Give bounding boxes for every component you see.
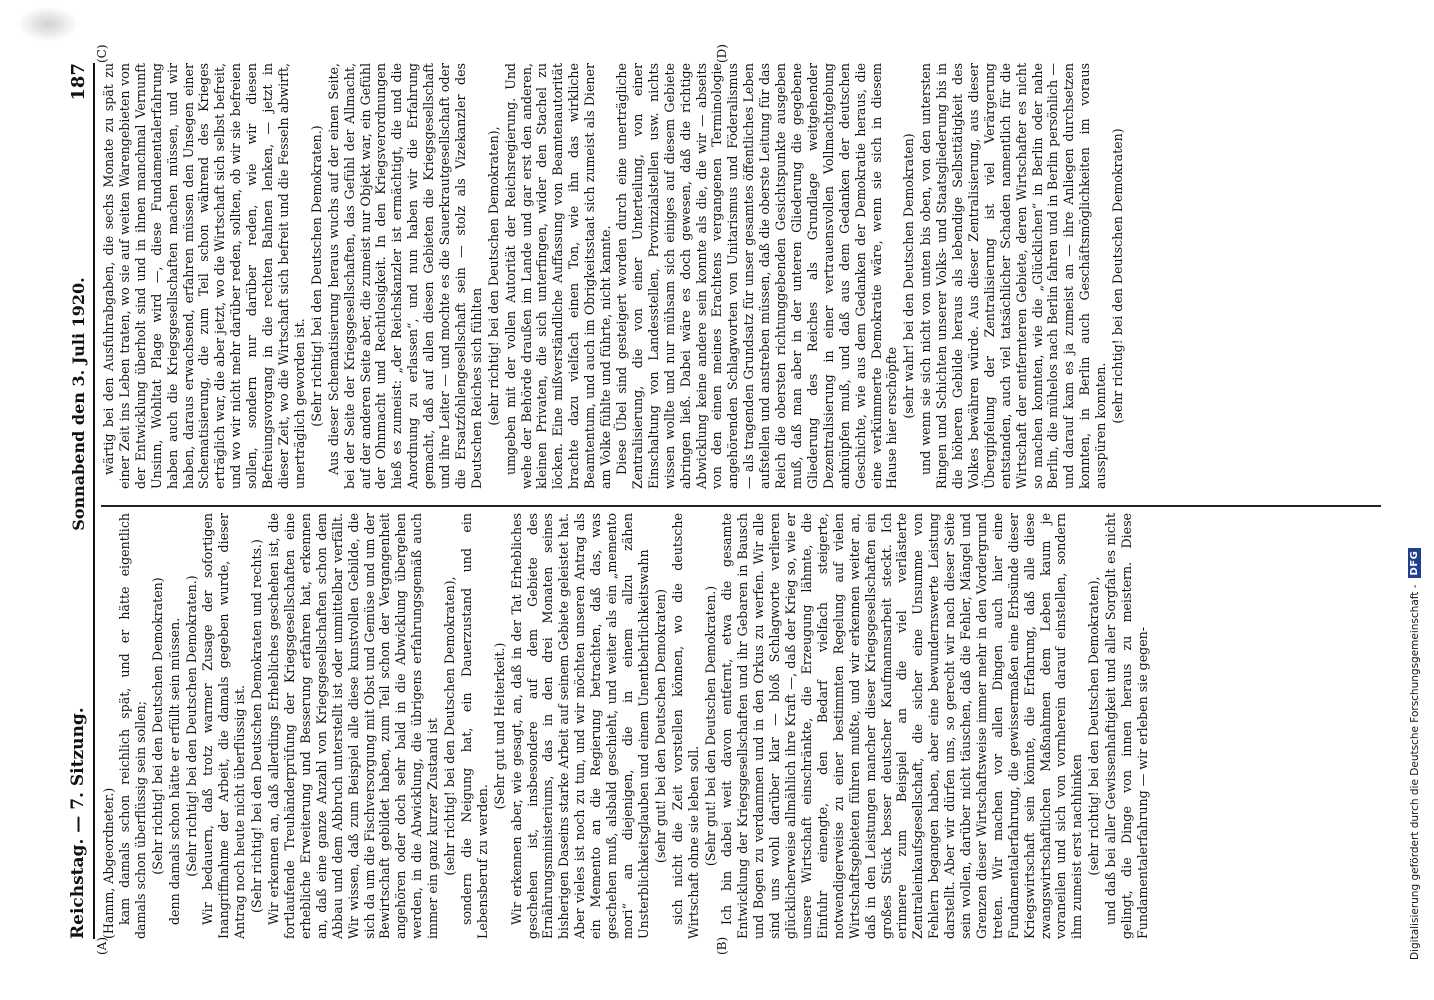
interjection: (Sehr richtig! bei den Deutschen Demokraten.) [183, 575, 199, 877]
digitization-credit [1408, 548, 1421, 960]
document-page [55, 44, 1395, 955]
margin-marker-d: (D) [715, 44, 729, 63]
paragraph: Wir erkennen an, daß allerdings Erhebliches geschehen ist, die fortlaufende Treuhänderprüfung der Kriegsgesellschaften eine erhebliche Erweiterung und Besserung erfahren hat, erkennen an, daß eine ganze Anzahl von Kriegsgesellschaften schon dem Abbau und dem Abbruch unterstellt ist oder unmittelbar verfällt. Wir wissen, daß zum Beispiel alle diese kunstvollen Gebilde, die sich da um die Fischversorgung mit Obst und Gemüse und um der Bewirtschaft gebildet haben, zum Teil schon der Vergangenheit angehören oder doch sehr bald in die Abwicklung übergehen werden, in die Abwicklung, die übrigens erfahrungsgemäß auch immer ein ganz kurzer Zustand ist [266, 513, 441, 939]
paragraph: Diese Übel sind gesteigert worden durch eine unerträgliche Zentralisierung, die von einer Unterteilung, von einer Einschaltung von Landesstellen, Provinzialstellen usw. nichts wissen wollte und nur mühsam sich einiges auf diesem Gebiete abringen ließ. Dabei wäre es doch gewesen, daß die richtige Abwicklung keine andere sein konnte als die, die wir — abseits von den einen meines Erachtens vergangenen Terminologie angehörenden Schlagworten von Unitarismus und Föderalismus — als tragenden Grundsatz für unser gesamtes öffentliches Leben aufstellen und anstreben müssen, daß die oberste Leitung für das Reich die obersten richtunggebenden Gesichtspunkte ausgeben muß, daß man aber in der unteren Gliederung die gegebene Gliederung des Reiches als Grundlage weitgehender Dezentralisierung in einer vertrauensvollen Vollmachtgebung anknüpfen muß, und daß aus dem Gedanken der deutschen Geschichte, wie aus dem Gedanken der Demokratie heraus, die eine verkümmerte Demokratie wäre, wenn sie sich in diesem Hause hier erschöpfte [614, 63, 900, 489]
paragraph: denn damals schon hätte er erfüllt sein müssen. [166, 617, 182, 925]
paragraph: und wenn sie sich nicht von unten bis oben, von den untersten Ringen und Schichten unserer Volks- und Staatsgliederung bis in die höheren Gebilde heraus als lebendige Selbsttätigkeit des Volkes bewähren würde. Aus dieser Zentralisierung, aus dieser Übergipfelung der Zentralisierung ist viel Verärgerung entstanden, auch viel tatsächlicher Schaden namentlich für die Wirtschaft der entfernteren Gebiete, deren Wirtschafter es nicht so machen konnten, wie die „Glücklichen“ in Berlin oder nahe Berlin, die mühelos nach Berlin fahren und in Berlin persönlich — und darauf kam es ja zumeist an — ihre Anliegen durchsetzen konnten, in Berlin auch Geschäftsmöglichkeiten im voraus ausspüren konnten. [918, 63, 1109, 489]
column-divider [101, 506, 1381, 508]
margin-marker-c: (C) [95, 44, 109, 63]
interjection: (Sehr richtig! bei den Deutschen Demokraten und rechts.) [249, 539, 265, 913]
margin-marker-a: (A) [95, 936, 109, 955]
left-column [101, 513, 1381, 939]
interjection: (Sehr gut! bei den Deutschen Demokraten.) [702, 585, 718, 867]
right-column [101, 63, 1381, 489]
interjection: (sehr richtig! bei den Deutschen Demokraten) [1110, 128, 1126, 424]
interjection: (sehr richtig! bei den Deutschen Demokraten), [485, 126, 501, 426]
interjection: (sehr richtig! bei den Deutschen Demokraten), [1086, 576, 1102, 876]
header-left: Reichstag. — 7. Sitzung. [68, 707, 88, 939]
page-number: 187 [67, 63, 89, 101]
page-header [63, 63, 95, 939]
paragraph: und daß bei aller Gewissenhaftigkeit und aller Sorgfalt es nicht gelingt, die Dinge von innen heraus zu meistern. Diese Fundamentalerfahrung — wir erleben sie gegen- [1103, 513, 1150, 939]
paragraph: kam damals schon reichlich spät, und er hätte eigentlich damals schon überflüssig sein sollen; [116, 513, 148, 939]
paragraph: Wir bedauern, daß trotz warmer Zusage der sofortigen Inangriffnahme der Arbeit, die damals gegeben wurde, dieser Antrag noch heute nicht überflüssig ist. [200, 513, 248, 939]
paragraph: umgeben mit der vollen Autorität der Reichsregierung. Und wehe der Behörde draußen im Lande und gar erst den anderen, kleinen Privaten, die sich unterfingen, wider den Stachel zu löcken. Eine mißverständliche Auffassung von Beamtenautorität brachte dazu vielfach einen Ton, wie ihn das wirkliche Beamtentum, und auch im Obrigkeitsstaat sich zumeist als Diener am Volke fühlte und führte, nicht kannte. [502, 63, 614, 489]
interjection: (Sehr gut und Heiterkeit.) [491, 642, 507, 810]
paragraph: Aus dieser Schematisierung heraus wuchs auf der einen Seite, bei der Seite der Kriegsgesellschaften, das Gefühl der Allmacht, auf der anderen Seite aber, die zumeist nur Objekt war, ein Gefühl der Ohnmacht und Rechtlosigkeit. In den Kriegsverordnungen hieß es zumeist: „der Reichskanzler ist ermächtigt, die und die Anordnung zu erlassen“, und nun haben wir die Erfahrung gemacht, daß auf allen diesen Gebieten die Kriegsgesellschaft und ihre Leiter — und mochte es die Sauerkrautgesellschaft oder die Ersatzfohlengesellschaft sein — stolz als Vizekanzler des Deutschen Reiches sich fühlten [325, 63, 484, 489]
dfg-logo: DFG [1408, 548, 1421, 579]
scan-smudge [18, 6, 78, 42]
margin-marker-b: (B) [715, 936, 729, 955]
interjection: (Sehr richtig! bei den Deutschen Demokraten.) [308, 125, 324, 427]
interjection: (sehr richtig! bei den Deutschen Demokraten), [442, 576, 458, 876]
speaker-note: (Hamm, Abgeordneter.) [101, 787, 116, 939]
paragraph: Ich bin dabei weit davon entfernt, etwa die gesamte Entwicklung der Kriegsgesellschaften und ihr Gebaren in Bausch und Bogen zu verdammen und in den Orkus zu werfen. Wir alle sind uns wohl darüber klar — bloß Schlagworte verlieren glücklicherweise allmählich ihre Kraft —, daß der Krieg so, wie er unsere Wirtschaft einschränkte, die Erzeugung lähmte, die Einfuhr einengte, den Bedarf vielfach steigerte, notwendigerweise zu einer bestimmten Regelung auf vielen Wirtschaftsgebieten führen mußte, und wir erkennen weiter an, daß in den Leistungen mancher dieser Kriegsgesellschaften ein großes Stück besser deutscher Kaufmannsarbeit steckt. Ich erinnere zum Beispiel an die viel verlästerte Zentraleinkaufsgesellschaft, die sicher eine Unsumme von Fehlern begangen haben, aber eine bewundernswerte Leistung darstellt. Aber wir dürfen uns, so gerecht wir nach dieser Seite sein wollen, darüber nicht täuschen, daß die Fehler, Mängel und Grenzen dieser Wirtschaftsweise immer mehr in den Vordergrund treten. Wir machen vor allen Dingen auch hier eine Fundamentalerfahrung, die gewissermaßen eine Erbsünde dieser Kriegswirtschaft sein könnte, die Erfahrung, daß alle diese zwangswirtschaftlichen Maßnahmen dem Leben kaum je voraneilen und sich von vornherein darauf einstellen, sondern ihm zumeist erst nachhinken [719, 513, 1085, 939]
credit-text: Digitalisierung gefördert durch die Deutsche Forschungsgemeinschaft - [1408, 584, 1421, 960]
interjection: (Sehr richtig! bei den Deutschen Demokraten) [149, 577, 165, 875]
header-date: Sonnabend den 3. Juli 1920. [68, 277, 88, 531]
interjection: (sehr wahr! bei den Deutschen Demokraten) [901, 133, 917, 419]
paragraph: sondern die Neigung hat, ein Dauerzustand und ein Lebensberuf zu werden. [458, 513, 490, 939]
paragraph: wärtig bei den Ausfuhrabgaben, die sechs Monate zu spät zu einer Zeit ins Leben traten, wo sie auf weiten Warengebieten von der Entwicklung überholt sind und in ihnen manchmal Vernunft Unsinn, Wohltat Plage wird —, diese Fundamentalerfahrung haben auch die Kriegsgesellschaften machen müssen, und wir haben, daraus erwachsend, erfahren müssen den Unsegen einer Schematisierung, die zum Teil schon während des Krieges erträglich war, die aber jetzt, wo die Wirtschaft sich selbst befreit, und wo wir nicht mehr darüber reden, sollten, ob wir sie befreien sollen, sondern nur darüber reden, wie wir diesen Befreiungsvorgang in die rechten Bahnen lenken, — jetzt in dieser Zeit, wo die Wirtschaft sich befreit und die Fesseln abwirft, unerträglich geworden ist. [101, 63, 307, 489]
paragraph: sich nicht die Zeit vorstellen können, wo die deutsche Wirtschaft ohne sie leben soll. [669, 513, 701, 939]
paragraph: Wir erkennen aber, wie gesagt, an, daß in der Tat Erhebliches geschehen ist, insbesondere auf dem Gebiete des Ernährungsministeriums, das in den drei Monaten seines bisherigen Daseins starke Arbeit auf seinem Gebiete geleistet hat. Aber vieles ist noch zu tun, und wir möchten unseren Antrag als ein Memento an die Regierung betrachten, daß das, was geschehen muß, alsbald geschieht, und weiter als ein „memento mori“ an diejenigen, die in einem allzu zähen Unsterblichkeitsglauben und einem Unentbehrlichkeitswahn [508, 513, 651, 939]
interjection: (sehr gut! bei den Deutschen Demokraten) [652, 588, 668, 864]
